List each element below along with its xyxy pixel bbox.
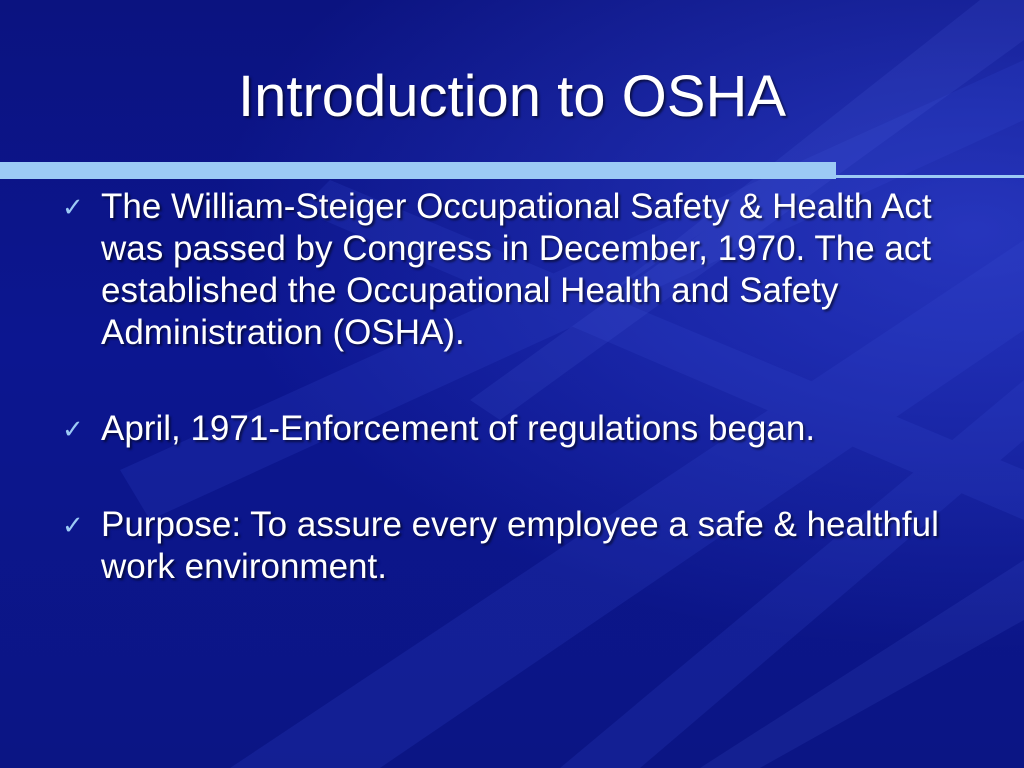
title-underline-thin-bar — [836, 175, 1024, 178]
checkmark-icon: ✓ — [62, 193, 84, 223]
bullet-item — [62, 504, 952, 588]
bullet-text: The William-Steiger Occupational Safety & Health Act was passed by Congress in December, 1970. The act established the Occupational Health and Safety Administration (OSHA). — [101, 187, 932, 352]
slide-title: Introduction to OSHA — [237, 64, 787, 129]
bullet-item — [62, 408, 952, 450]
checkmark-icon: ✓ — [62, 511, 84, 541]
bullet-item — [62, 186, 952, 354]
bullet-text: April, 1971-Enforcement of regulations began. — [101, 409, 816, 448]
bullet-list — [62, 186, 952, 588]
title-underline-bar — [0, 162, 836, 179]
bullet-text: Purpose: To assure every employee a safe & healthful work environment. — [101, 505, 939, 586]
checkmark-icon: ✓ — [62, 415, 84, 445]
